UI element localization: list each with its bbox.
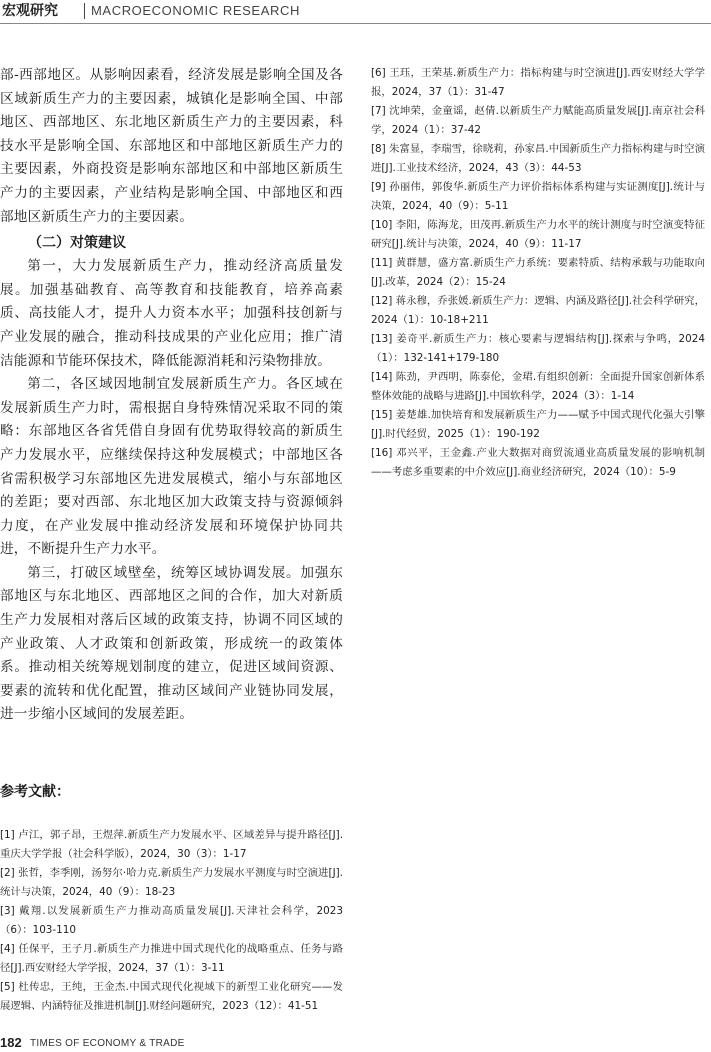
left-column	[0, 64, 343, 727]
reference-item: [14] 陈劲，尹西明，陈泰伦，金珺.有组织创新：全面提升国家创新体系整体效能的战略与进路[J].中国软科学，2024（3）：1-14	[371, 371, 705, 402]
page-header	[0, 0, 711, 24]
paragraph-conclusion: 部-西部地区。从影响因素看，经济发展是影响全国及各区域新质生产力的主要因素，城镇化是影响全国、中部地区、西部地区、东北地区新质生产力的主要因素，科技水平是影响全国、东部地区和中部地区新质生产力的主要因素，外商投资是影响东部地区和中部地区新质生产力的主要因素，产业结构是影响全国、中部地区和西部地区新质生产力的主要因素。	[0, 67, 343, 225]
journal-title: TIMES OF ECONOMY & TRADE	[30, 1038, 185, 1049]
references-left-column	[0, 826, 343, 1016]
section-tag: 宏观研究	[0, 0, 84, 22]
reference-item: [9] 孙丽伟，郭俊华.新质生产力评价指标体系构建与实证测度[J].统计与决策，2024，40（9）：5-11	[371, 181, 705, 212]
reference-item: [10] 李阳，陈海龙，田茂再.新质生产力水平的统计测度与时空演变特征研究[J].统计与决策，2024，40（9）：11-17	[371, 219, 705, 250]
reference-item: [2] 张哲，李季刚，汤努尔·哈力克.新质生产力发展水平测度与时空演进[J].统计与决策，2024，40（9）：18-23	[0, 867, 343, 898]
reference-item: [5] 杜传忠，王纯，王金杰.中国式现代化视域下的新型工业化研究——发展逻辑、内涵特征及推进机制[J].财经问题研究，2023（12）：41-51	[0, 981, 343, 1012]
reference-item: [3] 戴翔.以发展新质生产力推动高质量发展[J].天津社会科学，2023（6）：103-110	[0, 905, 343, 936]
paragraph-third: 第三，打破区域壁垒，统筹区域协调发展。加强东部地区与东北地区、西部地区之间的合作，加大对新质生产力发展相对落后区域的政策支持，协调不同区域的产业政策、人才政策和创新政策，形成统一的政策体系。推动相关统筹规划制度的建立，促进区域间资源、要素的流转和优化配置，推动区域间产业链协同发展，进一步缩小区域间的发展差距。	[0, 564, 343, 723]
paragraph-second: 第二，各区域因地制宜发展新质生产力。各区域在发展新质生产力时，需根据自身特殊情况采取不同的策略：东部地区各省凭借自身固有优势取得较高的新质生产力发展水平，应继续保持这种发展模式；中部地区各省需积极学习东部地区先进发展模式，缩小与东部地区的差距；要对西部、东北地区加大政策支持与资源倾斜力度，在产业发展中推动经济发展和环境保护协同共进，不断提升生产力水平。	[0, 376, 343, 558]
references-heading: 参考文献：	[0, 784, 70, 800]
reference-item: [7] 沈坤荣，金童谣，赵倩.以新质生产力赋能高质量发展[J].南京社会科学，2024（1）：37-42	[371, 105, 705, 136]
header-rule	[0, 23, 711, 24]
reference-item: [6] 王珏，王荣基.新质生产力：指标构建与时空演进[J].西安财经大学学报，2024，37（1）：31-47	[371, 67, 705, 98]
section-title: MACROECONOMIC RESEARCH	[91, 3, 300, 18]
header-divider	[84, 3, 85, 19]
page-footer	[0, 1034, 711, 1052]
page-number: 182	[0, 1035, 22, 1050]
reference-item: [15] 姜楚雄.加快培育和发展新质生产力——赋予中国式现代化强大引擎[J].时代经贸，2025（1）：190-192	[371, 409, 705, 440]
references-right-column	[371, 64, 705, 482]
reference-item: [8] 朱富显，李瑞雪，徐晓莉，孙家昌.中国新质生产力指标构建与时空演进[J].工业技术经济，2024，43（3）：44-53	[371, 143, 705, 174]
reference-item: [1] 卢江，郭子昂，王煜萍.新质生产力发展水平、区域差异与提升路径[J].重庆大学学报（社会科学版），2024，30（3）：1-17	[0, 829, 343, 860]
subheading-recommendations: （二）对策建议	[28, 235, 126, 252]
reference-item: [11] 黄群慧，盛方富.新质生产力系统：要素特质、结构承载与功能取向[J].改革，2024（2）：15-24	[371, 257, 705, 288]
reference-item: [4] 任保平，王子月.新质生产力推进中国式现代化的战略重点、任务与路径[J].西安财经大学学报，2024，37（1）：3-11	[0, 943, 343, 974]
reference-item: [16] 邓兴平，王金鑫.产业大数据对商贸流通业高质量发展的影响机制——考虑多重要素的中介效应[J].商业经济研究，2024（10）：5-9	[371, 447, 705, 478]
reference-item: [13] 姜奇平.新质生产力：核心要素与逻辑结构[J].探索与争鸣，2024（1）：132-141+179-180	[371, 333, 705, 364]
paragraph-first: 第一，大力发展新质生产力，推动经济高质量发展。加强基础教育、高等教育和技能教育，培养高素质、高技能人才，提升人力资本水平；加强科技创新与产业发展的融合，推动科技成果的产业化应用；推广清洁能源和节能环保技术，降低能源消耗和污染物排放。	[0, 258, 343, 369]
reference-item: [12] 蒋永穆，乔张媛.新质生产力：逻辑、内涵及路径[J].社会科学研究，2024（1）：10-18+211	[371, 295, 705, 326]
